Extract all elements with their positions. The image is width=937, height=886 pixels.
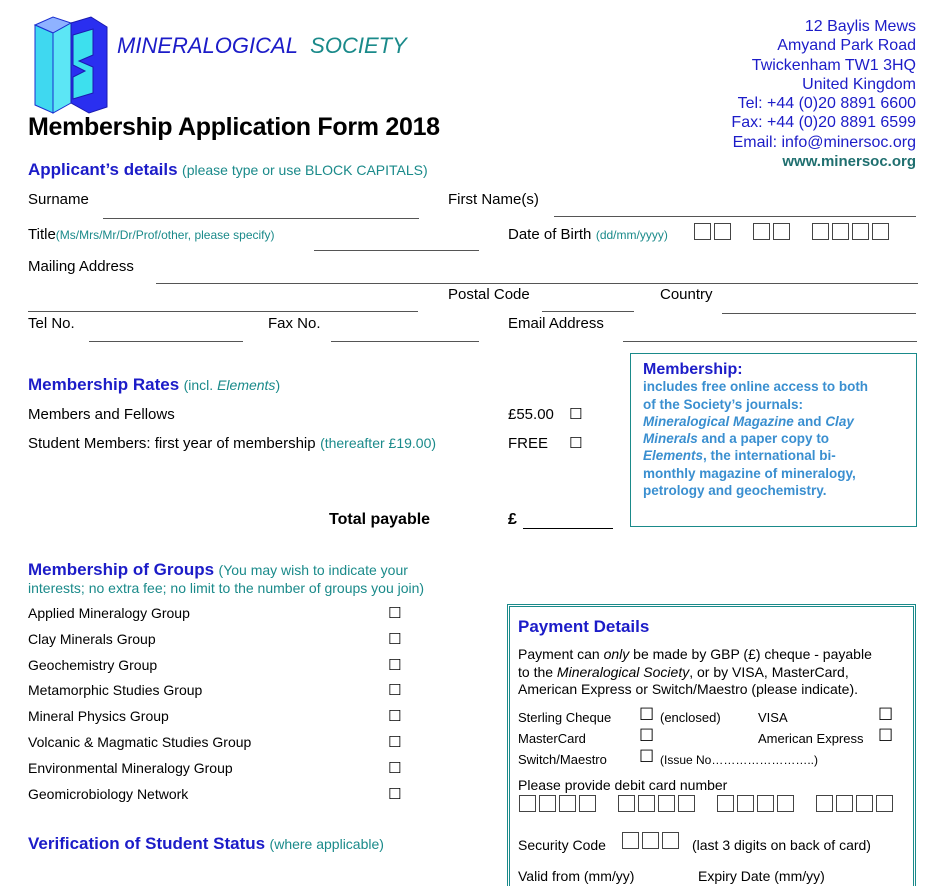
dob-year-box[interactable] <box>812 223 829 240</box>
student-rate-label: Student Members: first year of membership (thereafter £19.00) <box>28 435 437 452</box>
groups-hint: interests; no extra fee; no limit to the number of groups you join) <box>28 580 425 596</box>
mastercard-checkbox[interactable]: ☐ <box>639 726 655 745</box>
enclosed-label: (enclosed) <box>660 710 721 725</box>
total-payable-label: Total payable <box>329 511 431 528</box>
card-digit-box[interactable] <box>579 795 596 812</box>
dob-year-box[interactable] <box>832 223 849 240</box>
country-label: Country <box>660 286 713 303</box>
amex-checkbox[interactable]: ☐ <box>878 726 894 745</box>
student-rate-price: FREE <box>508 435 549 452</box>
groups-heading: Membership of Groups (You may wish to indicate your <box>28 560 408 579</box>
mailing-label: Mailing Address <box>28 258 134 275</box>
card-digit-box[interactable] <box>876 795 893 812</box>
fax-field[interactable] <box>331 341 479 342</box>
mailing-field[interactable] <box>156 283 918 284</box>
members-rate-label: Members and Fellows <box>28 406 175 423</box>
info-box-line: of the Society’s journals: <box>643 396 804 412</box>
first-names-label: First Name(s) <box>448 191 539 208</box>
surname-field[interactable] <box>103 218 419 219</box>
visa-label: VISA <box>758 710 788 725</box>
dob-month-box[interactable] <box>773 223 790 240</box>
dob-day-box[interactable] <box>694 223 711 240</box>
info-box-line: Elements, the international bi- <box>643 448 836 464</box>
card-digit-box[interactable] <box>658 795 675 812</box>
address-line: Twickenham TW1 3HQ <box>751 56 916 74</box>
sterling-cheque-label: Sterling Cheque <box>518 710 612 725</box>
address-line: United Kingdom <box>802 75 916 93</box>
card-digit-box[interactable] <box>638 795 655 812</box>
group-item: Metamorphic Studies Group ☐ <box>28 682 402 700</box>
card-number-boxes[interactable] <box>519 795 896 813</box>
postal-code-label: Postal Code <box>448 286 530 303</box>
total-payable-currency: £ <box>508 511 517 528</box>
info-box-line: Mineralogical Magazine and Clay <box>643 413 854 429</box>
first-names-field[interactable] <box>554 216 916 217</box>
security-code-hint: (last 3 digits on back of card) <box>692 837 871 853</box>
group-checkbox[interactable]: ☐ <box>388 605 402 622</box>
card-digit-box[interactable] <box>816 795 833 812</box>
card-digit-box[interactable] <box>539 795 556 812</box>
valid-from-label: Valid from (mm/yy) <box>518 868 635 884</box>
tel-field[interactable] <box>89 341 243 342</box>
membership-info-box <box>630 353 917 527</box>
card-digit-box[interactable] <box>777 795 794 812</box>
group-item: Environmental Mineralogy Group ☐ <box>28 759 402 777</box>
group-item: Applied Mineralogy Group ☐ <box>28 605 402 622</box>
address-fax: Fax: +44 (0)20 8891 6599 <box>731 114 916 132</box>
group-item: Volcanic & Magmatic Studies Group ☐ <box>28 733 402 751</box>
group-checkbox[interactable]: ☐ <box>388 656 402 674</box>
email-label: Email Address <box>508 315 604 332</box>
info-box-title: Membership: <box>643 361 743 378</box>
country-field[interactable] <box>722 313 916 314</box>
address-line: 12 Baylis Mews <box>804 18 916 35</box>
card-digit-box[interactable] <box>737 795 754 812</box>
visa-checkbox[interactable]: ☐ <box>878 705 894 724</box>
group-item: Geochemistry Group ☐ <box>28 656 402 674</box>
group-checkbox[interactable]: ☐ <box>388 708 402 726</box>
group-item: Geomicrobiology Network ☐ <box>28 785 402 803</box>
expiry-date-label: Expiry Date (mm/yy) <box>698 868 825 884</box>
group-checkbox[interactable]: ☐ <box>388 682 402 700</box>
security-digit-box[interactable] <box>662 832 679 849</box>
security-digit-box[interactable] <box>642 832 659 849</box>
debit-card-prompt: Please provide debit card number <box>518 777 728 793</box>
group-checkbox[interactable]: ☐ <box>388 733 402 751</box>
address-line: Amyand Park Road <box>777 37 916 55</box>
card-digit-box[interactable] <box>757 795 774 812</box>
members-rate-checkbox[interactable]: ☐ <box>569 406 583 423</box>
issue-number-field[interactable]: (Issue No……………………..) <box>660 753 819 767</box>
card-digit-box[interactable] <box>717 795 734 812</box>
sterling-cheque-checkbox[interactable]: ☐ <box>639 705 655 724</box>
card-digit-box[interactable] <box>836 795 853 812</box>
info-box-line: includes free online access to both <box>643 379 869 395</box>
email-field[interactable] <box>623 341 917 342</box>
postal-code-field[interactable] <box>542 311 634 312</box>
dob-year-box[interactable] <box>852 223 869 240</box>
mastercard-label: MasterCard <box>518 731 586 746</box>
payment-description: Payment can only be made by GBP (£) cheque - payable to the Mineralogical Society, or by VISA, MasterCard, American Express or Switch/Maestro (please indicate). <box>518 646 872 697</box>
security-code-boxes[interactable] <box>622 832 682 850</box>
rates-heading: Membership Rates (incl. Elements) <box>28 375 281 394</box>
info-box-line: petrology and geochemistry. <box>643 483 827 499</box>
address-tel: Tel: +44 (0)20 8891 6600 <box>737 95 916 113</box>
card-digit-box[interactable] <box>678 795 695 812</box>
card-digit-box[interactable] <box>856 795 873 812</box>
members-rate-price: £55.00 <box>508 406 554 423</box>
switch-label: Switch/Maestro <box>518 752 607 767</box>
card-digit-box[interactable] <box>559 795 576 812</box>
group-checkbox[interactable]: ☐ <box>388 759 402 777</box>
amex-label: American Express <box>758 731 864 746</box>
group-checkbox[interactable]: ☐ <box>388 785 402 803</box>
crystal-logo-icon <box>31 15 111 115</box>
card-digit-box[interactable] <box>618 795 635 812</box>
dob-month-box[interactable] <box>753 223 770 240</box>
security-code-label: Security Code <box>518 837 606 853</box>
info-box-line: monthly magazine of mineralogy, <box>643 465 856 481</box>
info-box-line: Minerals and a paper copy to <box>643 431 830 447</box>
total-payable-field[interactable] <box>523 528 613 529</box>
society-name: MINERALOGICAL SOCIETY <box>117 33 407 58</box>
dob-boxes[interactable] <box>694 223 892 241</box>
dob-day-box[interactable] <box>714 223 731 240</box>
title-label: Title(Ms/Mrs/Mr/Dr/Prof/other, please specify) <box>28 226 275 243</box>
group-item: Clay Minerals Group ☐ <box>28 630 402 648</box>
verification-heading: Verification of Student Status (where applicable) <box>28 834 384 853</box>
address-email[interactable]: Email: info@minersoc.org <box>732 133 916 151</box>
title-field[interactable] <box>314 250 479 251</box>
payment-heading: Payment Details <box>518 617 650 636</box>
group-checkbox[interactable]: ☐ <box>388 630 402 648</box>
switch-checkbox[interactable]: ☐ <box>639 747 655 766</box>
dob-label: Date of Birth (dd/mm/yyyy) <box>508 226 668 243</box>
fax-label: Fax No. <box>268 315 321 332</box>
address-block <box>731 17 916 171</box>
form-title: Membership Application Form 2018 <box>28 113 440 141</box>
website-link[interactable]: www.minersoc.org <box>782 153 916 171</box>
surname-label: Surname <box>28 191 89 208</box>
security-digit-box[interactable] <box>622 832 639 849</box>
mailing-field-line2[interactable] <box>28 311 418 312</box>
group-item: Mineral Physics Group ☐ <box>28 708 402 726</box>
card-digit-box[interactable] <box>519 795 536 812</box>
student-rate-checkbox[interactable]: ☐ <box>569 435 583 452</box>
dob-year-box[interactable] <box>872 223 889 240</box>
applicant-heading: Applicant’s details (please type or use BLOCK CAPITALS) <box>28 160 428 179</box>
tel-label: Tel No. <box>28 315 75 332</box>
groups-list <box>28 605 408 811</box>
